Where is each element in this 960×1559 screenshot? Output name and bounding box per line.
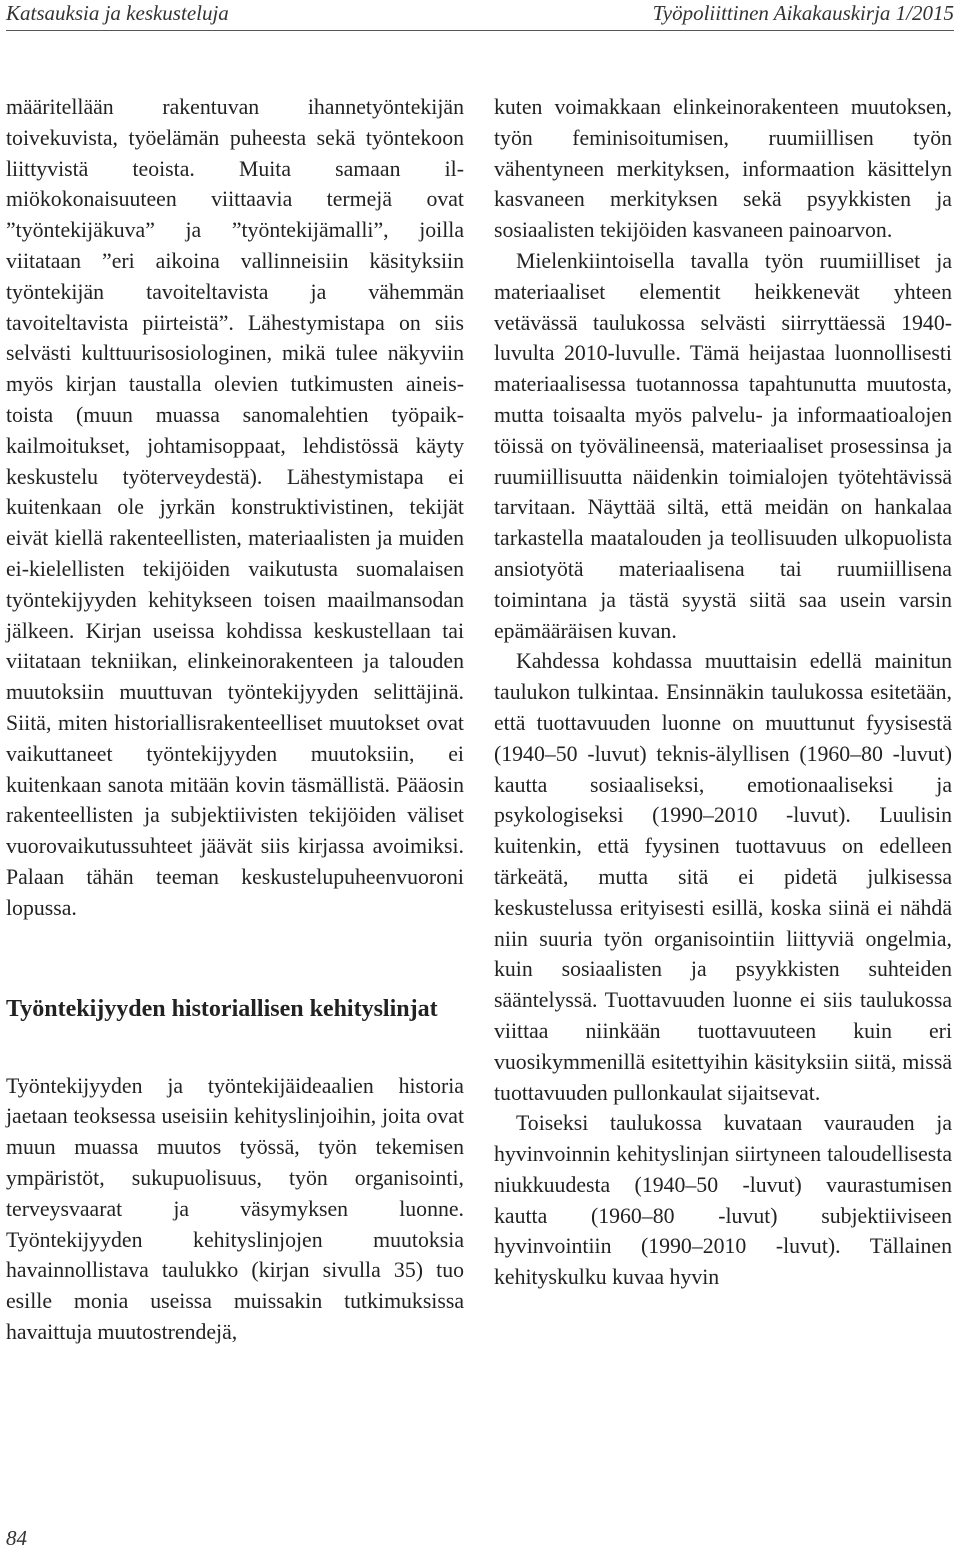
journal-title: Työpoliittinen Aikakauskirja 1/2015 xyxy=(652,1,954,25)
body-paragraph: Mielenkiintoisella tavalla työn ruumiilliset ja materiaaliset elementit heikkenevät yhteen vetävässä taulukossa selvästi siirryttäessä 1940-luvulta 2010-luvulle. Tämä heijastaa luonnollisesti materiaalisessa tuotannossa tapahtunutta muutosta, mutta toisaalta myös palvelu- ja informaatioalojen töissä on työvälineensä, materiaaliset prosessinsa ja ruumiillisuutta näidenkin toimialojen työtehtävissä tarvitaan. Näyttää siltä, että meidän on hankalaa tarkastella maatalouden ja teollisuuden ulkopuolista ansiotyötä materiaalisena tai ruumiillisena toimintana ja tästä syystä siitä saa usein varsin epämääräisen kuvan. xyxy=(494,248,952,643)
body-paragraph: Työntekijyyden ja työntekijäideaalien historia jaetaan teoksessa useisiin kehityslinjoihin, joita ovat muun muassa muutos työssä, työn tekemisen ympäristöt, sukupuolisuus, työn organisointi, terveysvaarat ja väsymyksen luonne. Työntekijyyden kehityslinjojen muutoksia havainnollistava taulukko (kirjan sivulla 35) tuo esille monia useissa muissakin tutkimuksissa havaittuja muutostrendejä, xyxy=(6,1073,464,1344)
section-title: Katsauksia ja keskusteluja xyxy=(6,1,229,25)
section-heading: Työntekijyyden historiallisen kehityslinjat xyxy=(6,995,438,1022)
left-column xyxy=(6,92,464,1348)
right-column xyxy=(494,92,952,1293)
page-number: 84 xyxy=(6,1526,27,1550)
body-paragraph: Toiseksi taulukossa kuvataan vaurauden ja hyvinvoinnin kehityslinjan siirtyneen taloudellisesta niukkuudesta (1940–50 -luvut) vaurastumisen kautta (1960–80 -luvut) subjektiiviseen hyvinvointiin (1990–2010 -luvut). Tällainen kehityskulku kuvaa hyvin xyxy=(494,1111,952,1290)
body-paragraph: määritellään rakentuvan ihannetyöntekijän toivekuvista, työelämän puheesta sekä työntekoon liittyvistä teoista. Muita samaan ilmiökokonaisuuteen viittaavia termejä ovat ”työntekijäkuva” ja ”työntekijämalli”, joilla viitataan ”eri aikoina vallinneisiin käsityksiin työntekijän tavoiteltavista ja vähemmän tavoiteltavista piirteistä”. Lähestymistapa on siis selvästi kulttuurisosiologinen, mikä tulee näkyviin myös kirjan taustalla olevien tutkimusten aineistoista (muun muassa sanomalehtien työpaikkailmoitukset, johtamisoppaat, lehdistössä käyty keskustelu työterveydestä). Lähestymistapa ei kuitenkaan ole jyrkän konstruktivistinen, tekijät eivät kiellä rakenteellisten, materiaalisten ja muiden ei-kielellisten tekijöiden vaikutusta suomalaisen työntekijyyden kehitykseen toisen maailmansodan jälkeen. Kirjan useissa kohdissa keskustellaan tai viitataan tekniikan, elinkeinorakenteen ja talouden muutoksiin muuttuvan työntekijyyden selittäjinä. Siitä, miten historiallisrakenteelliset muutokset ovat vaikuttaneet työntekijyyden muutoksiin, ei kuitenkaan sanota mitään kovin täsmällistä. Pääosin rakenteellisten ja subjektiivisten tekijöiden väliset vuorovaikutussuhteet jäävät siis kirjassa avoimiksi. Palaan tähän teeman keskustelupuheenvuoroni lopussa. xyxy=(6,95,464,920)
body-paragraph: kuten voimakkaan elinkeinorakenteen muutoksen, työn feminisoitumisen, ruumiillisen työn vähentyneen merkityksen, informaation käsittelyn kasvaneen merkityksen sekä psyykkisten ja sosiaalisten tekijöiden kasvaneen painoarvon. xyxy=(494,95,952,243)
running-header xyxy=(6,0,954,31)
body-paragraph: Kahdessa kohdassa muuttaisin edellä mainitun taulukon tulkintaa. Ensinnäkin taulukossa esitetään, että tuottavuuden luonne on muuttunut fyysisestä (1940–50 -luvut) teknis-älyllisen (1960–80 -luvut) kautta sosiaaliseksi, emotionaaliseksi ja psykologiseksi (1990–2010 -luvut). Luulisin kuitenkin, että fyysinen tuottavuus on edelleen tärkeätä, mutta sitä ei pidetä julkisessa keskustelussa erityisesti esillä, koska siinä ei nähdä niin suuria työn organisointiin liittyviä ongelmia, kuin sosiaalisten ja psyykkisten suhteiden sääntelyssä. Tuottavuuden luonne ei siis taulukossa viittaa niinkään tuottavuuteen kuin eri vuosikymmenillä esitettyihin käsityksiin siitä, missä tuottavuuden pullonkaulat sijaitsevat. xyxy=(494,649,952,1105)
